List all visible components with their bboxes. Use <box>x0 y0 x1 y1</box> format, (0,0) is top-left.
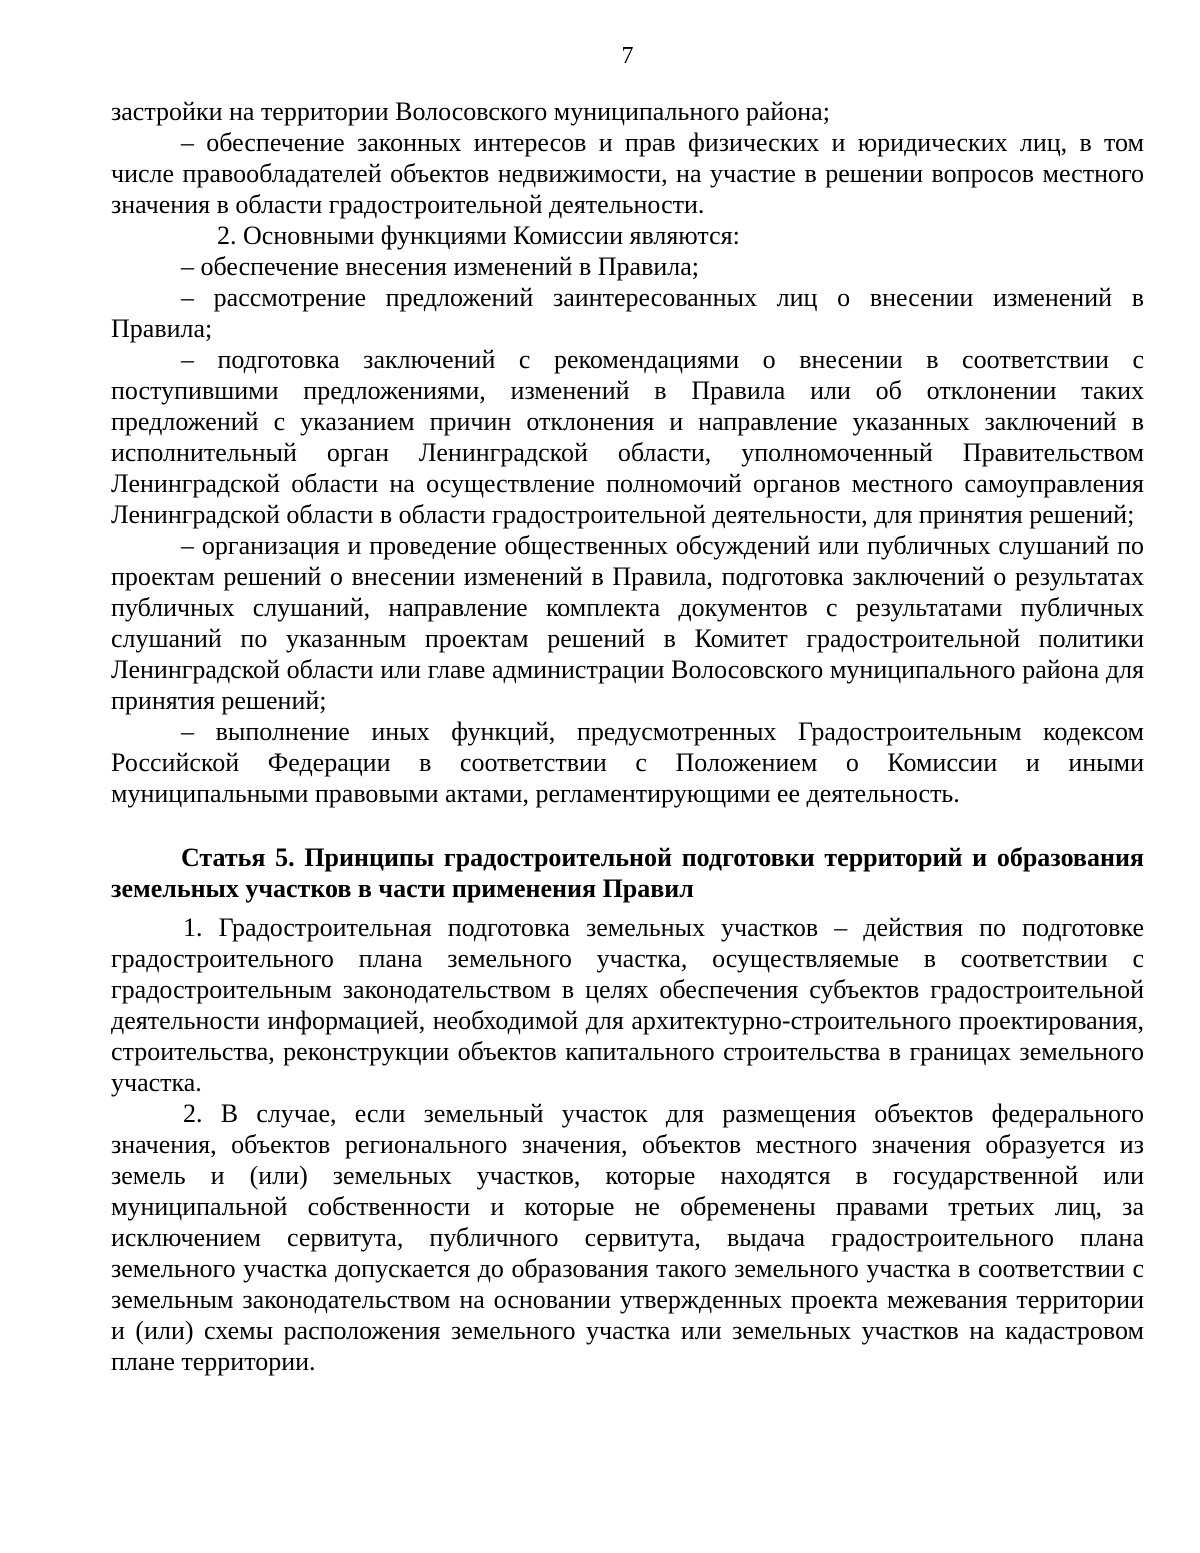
article-heading: Статья 5. Принципы градостроительной подготовки территорий и образования земельных участков в части применения Правил <box>111 843 1144 903</box>
numbered-paragraph-2: 2. В случае, если земельный участок для размещения объектов федерального значения, объектов регионального значения, объектов местного значения образуется из земель и (или) земельных участков, которые находятся в государственной или муниципальной собственности и которые не обременены правами третьих лиц, за исключением сервитута, публичного сервитута, выдача градостроительного плана земельного участка допускается до образования такого земельного участка в соответствии с земельным законодательством на основании утвержденных проекта межевания территории и (или) схемы расположения земельного участка или земельных участков на кадастровом плане территории. <box>111 1099 1144 1376</box>
list-item-amendments: – обеспечение внесения изменений в Правила; <box>181 252 699 281</box>
numbered-item-functions: 2. Основными функциями Комиссии являются: <box>217 221 740 250</box>
paragraph-continuation: застройки на территории Волосовского муниципального района; <box>111 97 830 126</box>
list-item-legal-interests: – обеспечение законных интересов и прав физических и юридических лиц, в том числе правообладателей объектов недвижимости, на участие в решении вопросов местного значения в области градостроительной деятельности. <box>111 128 1144 219</box>
numbered-paragraph-1: 1. Градостроительная подготовка земельных участков – действия по подготовке градостроительного плана земельного участка, осуществляемые в соответствии с градостроительным законодательством в целях обеспечения субъектов градостроительной деятельности информацией, необходимой для архитектурно-строительного проектирования, строительства, реконструкции объектов капитального строительства в границах земельного участка. <box>111 913 1144 1097</box>
list-item-proposals: – рассмотрение предложений заинтересованных лиц о внесении изменений в Правила; <box>111 283 1144 343</box>
list-item-hearings: – организация и проведение общественных обсуждений или публичных слушаний по проектам решений о внесении изменений в Правила, подготовка заключений о результатах публичных слушаний, направление комплекта документов с результатами публичных слушаний по указанным проектам решений в Комитет градостроительной политики Ленинградской области или главе администрации Волосовского муниципального района для принятия решений; <box>111 531 1144 715</box>
list-item-other-functions: – выполнение иных функций, предусмотренных Градостроительным кодексом Российской Федерации в соответствии с Положением о Комиссии и иными муниципальными правовыми актами, регламентирующими ее деятельность. <box>111 717 1144 808</box>
document-body <box>111 96 1144 1377</box>
list-item-conclusions: – подготовка заключений с рекомендациями о внесении в соответствии с поступившими предложениями, изменений в Правила или об отклонении таких предложений с указанием причин отклонения и направление указанных заключений в исполнительный орган Ленинградской области, уполномоченный Правительством Ленинградской области на осуществление полномочий органов местного самоуправления Ленинградской области в области градостроительной деятельности, для принятия решений; <box>111 345 1144 529</box>
page-number: 7 <box>621 43 634 69</box>
